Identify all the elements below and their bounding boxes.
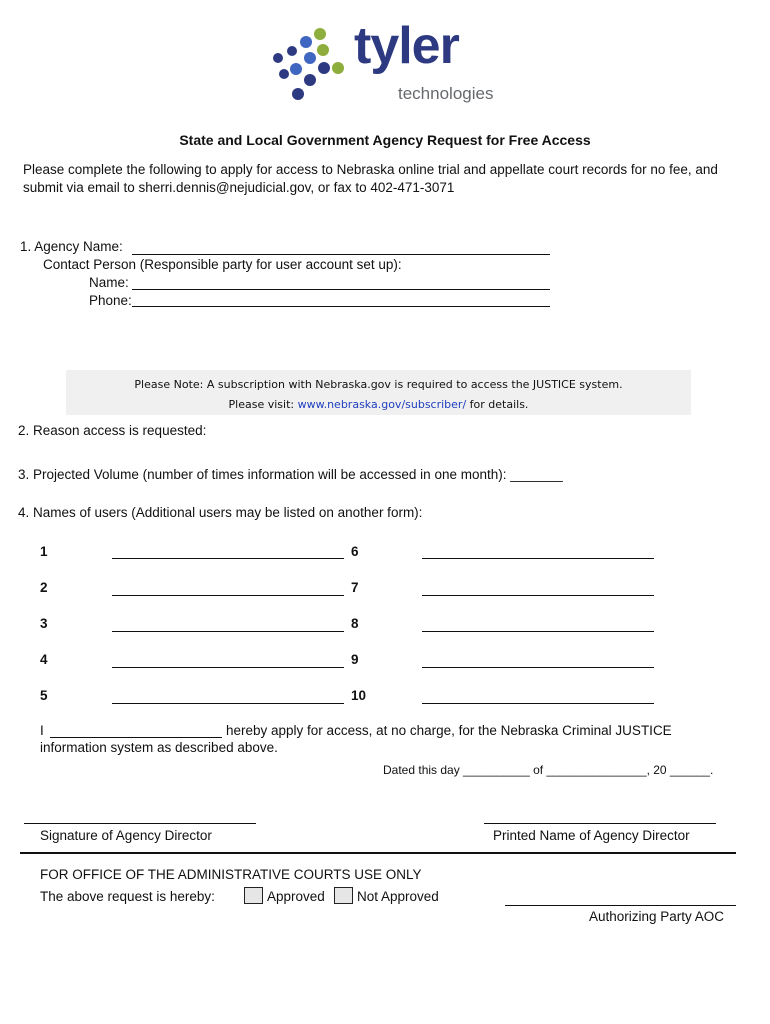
request-label: The above request is hereby: (40, 889, 215, 904)
note-visit-prefix: Please visit: (228, 398, 298, 411)
not-approved-label: Not Approved (357, 889, 439, 904)
declaration-text: hereby apply for access, at no charge, for the Nebraska Criminal JUSTICE (226, 723, 672, 738)
authorizing-label: Authorizing Party AOC (589, 909, 725, 924)
note-box (66, 370, 691, 415)
subscriber-link[interactable]: www.nebraska.gov/subscriber/ (297, 398, 467, 411)
users-label: 4. Names of users (Additional users may be listed on another form): (18, 505, 423, 520)
volume-label: 3. Projected Volume (number of times information will be accessed in one month): _______ (18, 467, 563, 482)
declarant-name-field[interactable] (50, 737, 222, 738)
user-name-field[interactable] (112, 703, 344, 704)
user-name-field[interactable] (422, 667, 654, 668)
approved-label: Approved (267, 889, 325, 904)
user-number: 9 (351, 652, 359, 667)
user-name-field[interactable] (112, 558, 344, 559)
contact-person-label: Contact Person (Responsible party for user account set up): (43, 257, 402, 272)
intro-line-1: Please complete the following to apply for access to Nebraska online trial and appellate court records for no fee, and (23, 162, 718, 177)
contact-name-label: Name: (89, 275, 129, 290)
user-name-field[interactable] (422, 558, 654, 559)
contact-phone-label: Phone: (89, 293, 132, 308)
intro-line-2: submit via email to sherri.dennis@nejudicial.gov, or fax to 402-471-3071 (23, 180, 455, 195)
signature-field[interactable] (24, 823, 256, 824)
signature-label: Signature of Agency Director (40, 828, 212, 843)
tyler-logo (268, 17, 508, 106)
office-heading: FOR OFFICE OF THE ADMINISTRATIVE COURTS USE ONLY (40, 867, 422, 882)
agency-name-field[interactable] (132, 254, 550, 255)
declaration-prefix: I (40, 723, 44, 738)
agency-name-label: 1. Agency Name: (20, 239, 123, 254)
user-number: 7 (351, 580, 359, 595)
note-visit-suffix: for details. (466, 398, 529, 411)
user-name-field[interactable] (112, 631, 344, 632)
note-line-1: Please Note: A subscription with Nebraska.gov is required to access the JUSTICE system. (134, 378, 623, 391)
user-name-field[interactable] (422, 703, 654, 704)
user-number: 8 (351, 616, 359, 631)
approved-checkbox[interactable] (244, 887, 263, 904)
logo-sub: technologies (398, 84, 494, 103)
user-number: 6 (351, 544, 359, 559)
contact-phone-field[interactable] (132, 306, 550, 307)
user-number: 5 (40, 688, 48, 703)
user-number: 4 (40, 652, 48, 667)
user-name-field[interactable] (112, 667, 344, 668)
logo-dots-icon (268, 24, 348, 104)
user-number: 3 (40, 616, 48, 631)
not-approved-checkbox[interactable] (334, 887, 353, 904)
section-divider (20, 852, 736, 854)
user-number: 10 (351, 688, 367, 703)
user-name-field[interactable] (112, 595, 344, 596)
declaration-line-2: information system as described above. (40, 740, 278, 755)
note-line-2 (66, 398, 691, 411)
printed-name-field[interactable] (484, 823, 716, 824)
authorizing-field[interactable] (505, 905, 736, 906)
dated-line: Dated this day __________ of _______________, 20 ______. (383, 763, 714, 777)
user-name-field[interactable] (422, 595, 654, 596)
printed-name-label: Printed Name of Agency Director (493, 828, 690, 843)
user-number: 2 (40, 580, 48, 595)
contact-name-field[interactable] (132, 289, 550, 290)
user-name-field[interactable] (422, 631, 654, 632)
page-title: State and Local Government Agency Request for Free Access (179, 132, 591, 148)
user-number: 1 (40, 544, 48, 559)
reason-label: 2. Reason access is requested: (18, 423, 207, 438)
logo-brand: tyler (354, 17, 459, 75)
